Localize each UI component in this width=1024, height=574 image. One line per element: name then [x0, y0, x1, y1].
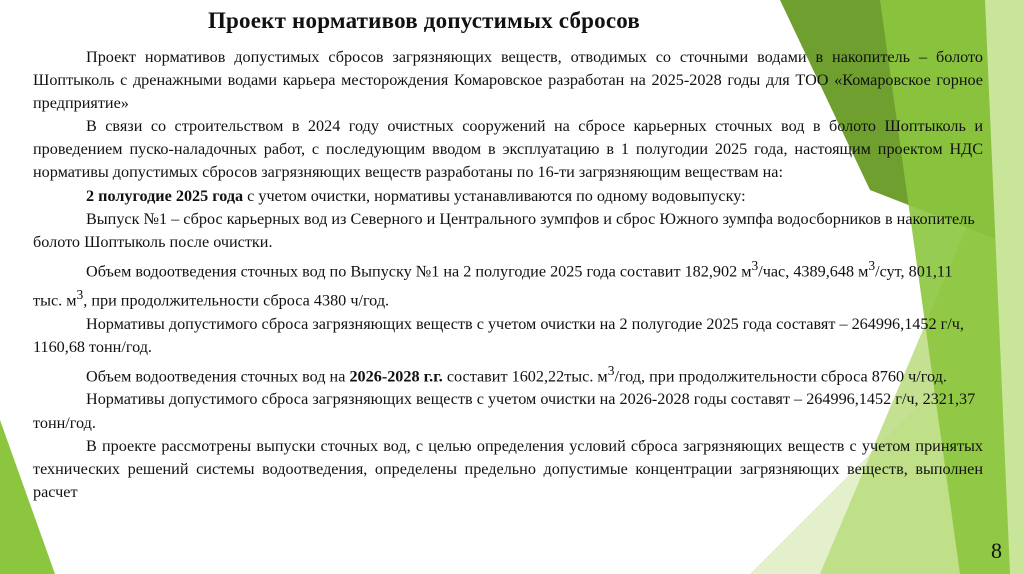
superscript-3: 3 — [868, 257, 876, 273]
volume-text-c: /сут, 801,11 тыс. м — [33, 262, 953, 310]
volume-text-d: , при продолжительности сброса 4380 ч/год. — [83, 291, 390, 310]
superscript-3: 3 — [607, 363, 615, 378]
paragraph-volume-2026 — [33, 359, 983, 388]
superscript-3: 3 — [76, 287, 84, 303]
volume-text-a: Объем водоотведения сточных вод по Выпуску №1 на 2 полугодие 2025 года составит 182,902 м — [86, 262, 752, 281]
paragraph-norms-2026: Нормативы допустимого сброса загрязняющих веществ с учетом очистки на 2026-2028 годы составят – 264996,1452 г/ч, 2321,37 тонн/год. — [33, 390, 976, 432]
paragraph-half-year-text: с учетом очистки, нормативы устанавливаются по одному водовыпуску: — [243, 186, 746, 205]
paragraph-volume-2025 — [33, 254, 983, 313]
volume2026-text-a: Объем водоотведения сточных вод на — [86, 367, 350, 386]
paragraph-half-year — [33, 185, 983, 208]
bold-period-2026: 2026-2028 г.г. — [349, 367, 443, 386]
paragraph-construction: В связи со строительством в 2024 году очистных сооружений на сбросе карьерных сточных вод в болото Шоптыколь и проведением пуско-наладочных работ, с последующим вводом в эксплуатацию в 1 полугодии 2025 года, настоящим проектом НДС нормативы допустимых сбросов загрязняющих веществ разработаны по 16-ти загрязняющим веществам на: — [33, 117, 983, 182]
paragraph-intro: Проект нормативов допустимых сбросов загрязняющих веществ, отводимых со сточными водами в накопитель – болото Шоптыколь с дренажными водами карьера месторождения Комаровское разработан на 2025-2028 годы для ТОО «Комаровское горное предприятие» — [33, 48, 983, 113]
page-number: 8 — [991, 538, 1002, 563]
volume2026-text-c: /год, при продолжительности сброса 8760 ч/год. — [614, 367, 947, 386]
volume-text-b: /час, 4389,648 м — [758, 262, 869, 281]
paragraph-conclusion: В проекте рассмотрены выпуски сточных вод, с целью определения условий сброса загрязняющих веществ с учетом принятых технических решений системы водоотведения, определены предельно допустимые концентрации загрязняющих веществ, выполнен расчет — [33, 436, 983, 501]
superscript-3: 3 — [751, 257, 759, 273]
bold-period-2025: 2 полугодие 2025 года — [86, 186, 244, 205]
volume2026-text-b: составит 1602,22тыс. м — [442, 367, 608, 386]
document-body — [33, 46, 983, 504]
page-title: Проект нормативов допустимых сбросов — [207, 8, 641, 33]
paragraph-outlet: Выпуск №1 – сброс карьерных вод из Северного и Центрального зумпфов и сброс Южного зумпфа водосборников в накопитель болото Шоптыколь после очистки. — [33, 209, 975, 251]
paragraph-norms-2025: Нормативы допустимого сброса загрязняющих веществ с учетом очистки на 2 полугодие 2025 года составят – 264996,1452 г/ч, 1160,68 тонн/год. — [33, 314, 964, 356]
